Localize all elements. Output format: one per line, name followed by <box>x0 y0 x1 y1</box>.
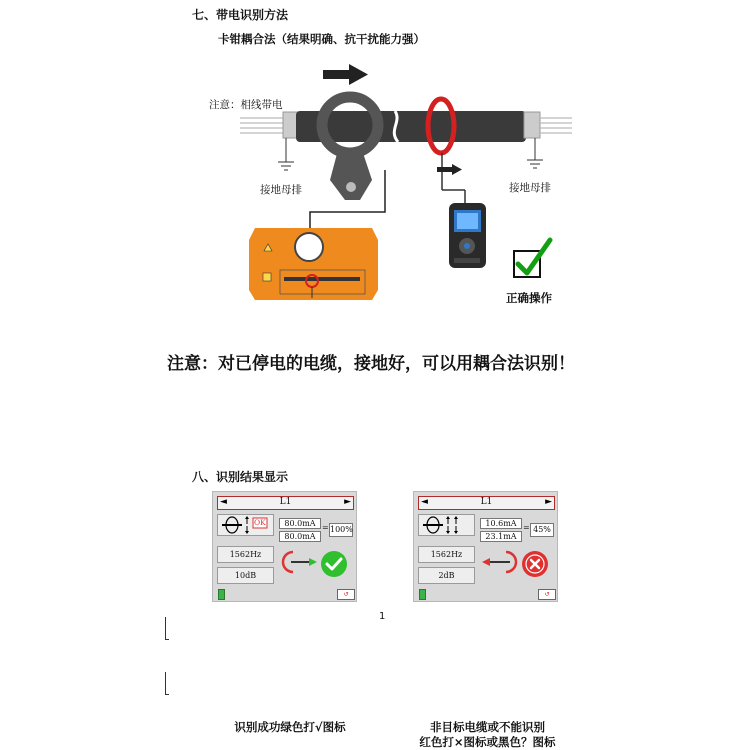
ground-bus-label-right: 接地母排 <box>509 182 551 194</box>
result-panel-success <box>212 491 357 602</box>
orange-signal-generator <box>249 228 378 300</box>
battery-icon <box>419 589 426 600</box>
section-7-heading: 七、带电识别方法 <box>192 8 289 22</box>
gain-cell: 10dB <box>217 567 274 584</box>
page-number: 1 <box>379 611 386 622</box>
cable-direction-icon <box>419 515 474 535</box>
gain-cell: 2dB <box>418 567 475 584</box>
current-reading-bottom: 80.0mA <box>279 531 321 542</box>
caption-fail-line2: 红色打×图标或黑色？图标 <box>419 735 556 749</box>
frequency-cell: 1562Hz <box>418 546 475 563</box>
coupling-warning: 注意：对已停电的电缆，接地好，可以用耦合法识别！ <box>167 354 575 374</box>
handheld-meter <box>449 203 486 268</box>
correct-operation-label: 正确操作 <box>506 291 552 305</box>
battery-icon <box>218 589 225 600</box>
phase-live-note: 注意：相线带电 <box>209 99 283 111</box>
caption-fail-line1: 非目标电缆或不能识别 <box>430 720 545 734</box>
line-label: L1 <box>480 497 493 507</box>
ok-status: OK <box>254 518 266 527</box>
back-icon: ↺ <box>337 589 355 600</box>
equals-sign: = <box>322 523 329 532</box>
check-box-icon <box>514 240 550 277</box>
fail-cross-icon <box>521 550 549 578</box>
frequency-cell: 1562Hz <box>217 546 274 563</box>
left-arrow-icon: ◄ <box>220 497 227 507</box>
line-selector <box>217 496 354 510</box>
ground-symbol-left <box>278 138 294 170</box>
cable-symbol-cell <box>418 514 475 536</box>
right-arrow-icon: ► <box>344 497 351 507</box>
cable-shield-left <box>240 112 299 138</box>
line-label: L1 <box>279 497 292 507</box>
coil-direction-arrow <box>437 164 462 175</box>
margin-mark-bottom <box>165 672 169 695</box>
current-reading-top: 80.0mA <box>279 518 321 529</box>
equals-sign: = <box>523 523 530 532</box>
current-reading-top: 10.6mA <box>480 518 522 529</box>
left-arrow-icon: ◄ <box>421 497 428 507</box>
current-direction-arrow <box>323 64 368 85</box>
match-percent: 100% <box>329 523 353 537</box>
cable-shield-right <box>524 112 572 138</box>
cable-symbol-cell <box>217 514 274 536</box>
line-selector <box>418 496 555 510</box>
caption-success: 识别成功绿色打√图标 <box>234 720 346 734</box>
result-panel-fail <box>413 491 558 602</box>
signal-direction-icon <box>480 548 520 578</box>
section-7-subheading: 卡钳耦合法（结果明确、抗干扰能力强） <box>218 32 425 46</box>
margin-mark-top <box>165 617 169 640</box>
current-reading-bottom: 23.1mA <box>480 531 522 542</box>
success-check-icon <box>320 550 348 578</box>
ground-symbol-right <box>527 138 543 168</box>
back-icon: ↺ <box>538 589 556 600</box>
section-8-heading: 八、识别结果显示 <box>192 470 289 484</box>
signal-direction-icon <box>279 548 319 578</box>
ground-bus-label-left: 接地母排 <box>260 184 302 196</box>
right-arrow-icon: ► <box>545 497 552 507</box>
match-percent: 45% <box>530 523 554 537</box>
